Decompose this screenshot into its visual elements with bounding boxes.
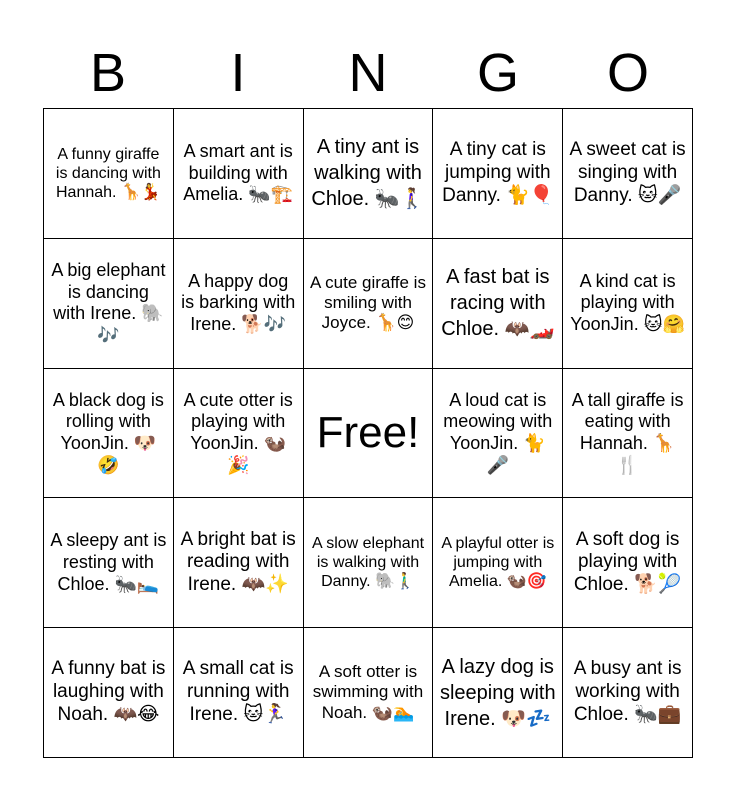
cell-text: A funny giraffe is dancing with Hannah. 🦒💃 [55,145,161,201]
bingo-cell[interactable] [44,109,174,239]
cell-text: A slow elephant is walking with Danny. 🐘🚶‍♂️ [311,535,425,591]
cell-text: A tiny ant is walking with Chloe. 🐜🚶‍♀️ [311,136,425,211]
bingo-cell[interactable] [563,628,693,758]
cell-text: A small cat is running with Irene. 🐱🏃‍♀️ [182,658,294,725]
bingo-cell[interactable] [433,239,563,369]
bingo-cell[interactable] [174,369,304,499]
header-letter-o: O [606,43,649,103]
header-letter-n: N [348,43,388,103]
cell-text: A happy dog is barking with Irene. 🐕🎶 [181,270,296,334]
cell-text: A funny bat is laughing with Noah. 🦇😂 [51,658,166,725]
cell-text: A bright bat is reading with Irene. 🦇✨ [180,528,296,596]
bingo-cell[interactable] [174,109,304,239]
free-space-label: Free! [316,407,420,457]
cell-text: A tall giraffe is eating with Hannah. 🦒🍴 [571,389,684,475]
bingo-cell[interactable] [433,628,563,758]
bingo-header [43,38,693,108]
bingo-cell[interactable] [433,109,563,239]
cell-text: A smart ant is building with Amelia. 🐜🏗️ [183,141,294,205]
cell-text: A fast bat is racing with Chloe. 🦇🏎️ [441,266,555,341]
cell-text: A soft otter is swimming with Noah. 🦦🏊 [312,662,424,722]
bingo-cell[interactable] [304,628,434,758]
header-letter-g: G [476,43,519,103]
cell-text: A sleepy ant is resting with Chloe. 🐜🛌 [50,530,167,594]
bingo-cell[interactable] [563,109,693,239]
bingo-cell[interactable] [563,498,693,628]
cell-text: A busy ant is working with Chloe. 🐜💼 [573,658,682,725]
cell-text: A lazy dog is sleeping with Irene. 🐶💤 [439,655,556,730]
bingo-cell[interactable] [44,498,174,628]
bingo-cell[interactable] [44,369,174,499]
bingo-cell[interactable] [433,369,563,499]
cell-text: A loud cat is meowing with YoonJin. 🐈🎤 [443,389,553,475]
cell-text: A cute giraffe is smiling with Joyce. 🦒😊 [310,272,426,333]
cell-text: A big elephant is dancing with Irene. 🐘🎶 [51,260,166,345]
bingo-cell[interactable] [304,239,434,369]
cell-text: A playful otter is jumping with Amelia. 🦦🎯 [441,535,555,591]
cell-text: A cute otter is playing with YoonJin. 🦦🎉 [183,389,293,475]
bingo-cell[interactable] [563,239,693,369]
cell-text: A kind cat is playing with YoonJin. 🐱🤗 [570,270,685,334]
bingo-cell[interactable] [44,239,174,369]
bingo-cell[interactable] [174,239,304,369]
bingo-board [43,108,693,758]
bingo-cell[interactable] [433,498,563,628]
bingo-cell[interactable] [563,369,693,499]
cell-text: A sweet cat is singing with Danny. 🐱🎤 [569,139,686,206]
cell-text: A soft dog is playing with Chloe. 🐕🎾 [573,528,682,596]
cell-text: A black dog is rolling with YoonJin. 🐶🤣 [52,389,164,475]
header-letter-b: B [89,43,127,103]
bingo-cell[interactable] [304,109,434,239]
bingo-cell[interactable] [44,628,174,758]
bingo-cell[interactable] [174,498,304,628]
header-letter-i: I [230,43,246,103]
bingo-cell[interactable] [174,628,304,758]
bingo-cell[interactable] [304,498,434,628]
cell-text: A tiny cat is jumping with Danny. 🐈🎈 [442,139,554,206]
free-space[interactable] [304,369,434,499]
